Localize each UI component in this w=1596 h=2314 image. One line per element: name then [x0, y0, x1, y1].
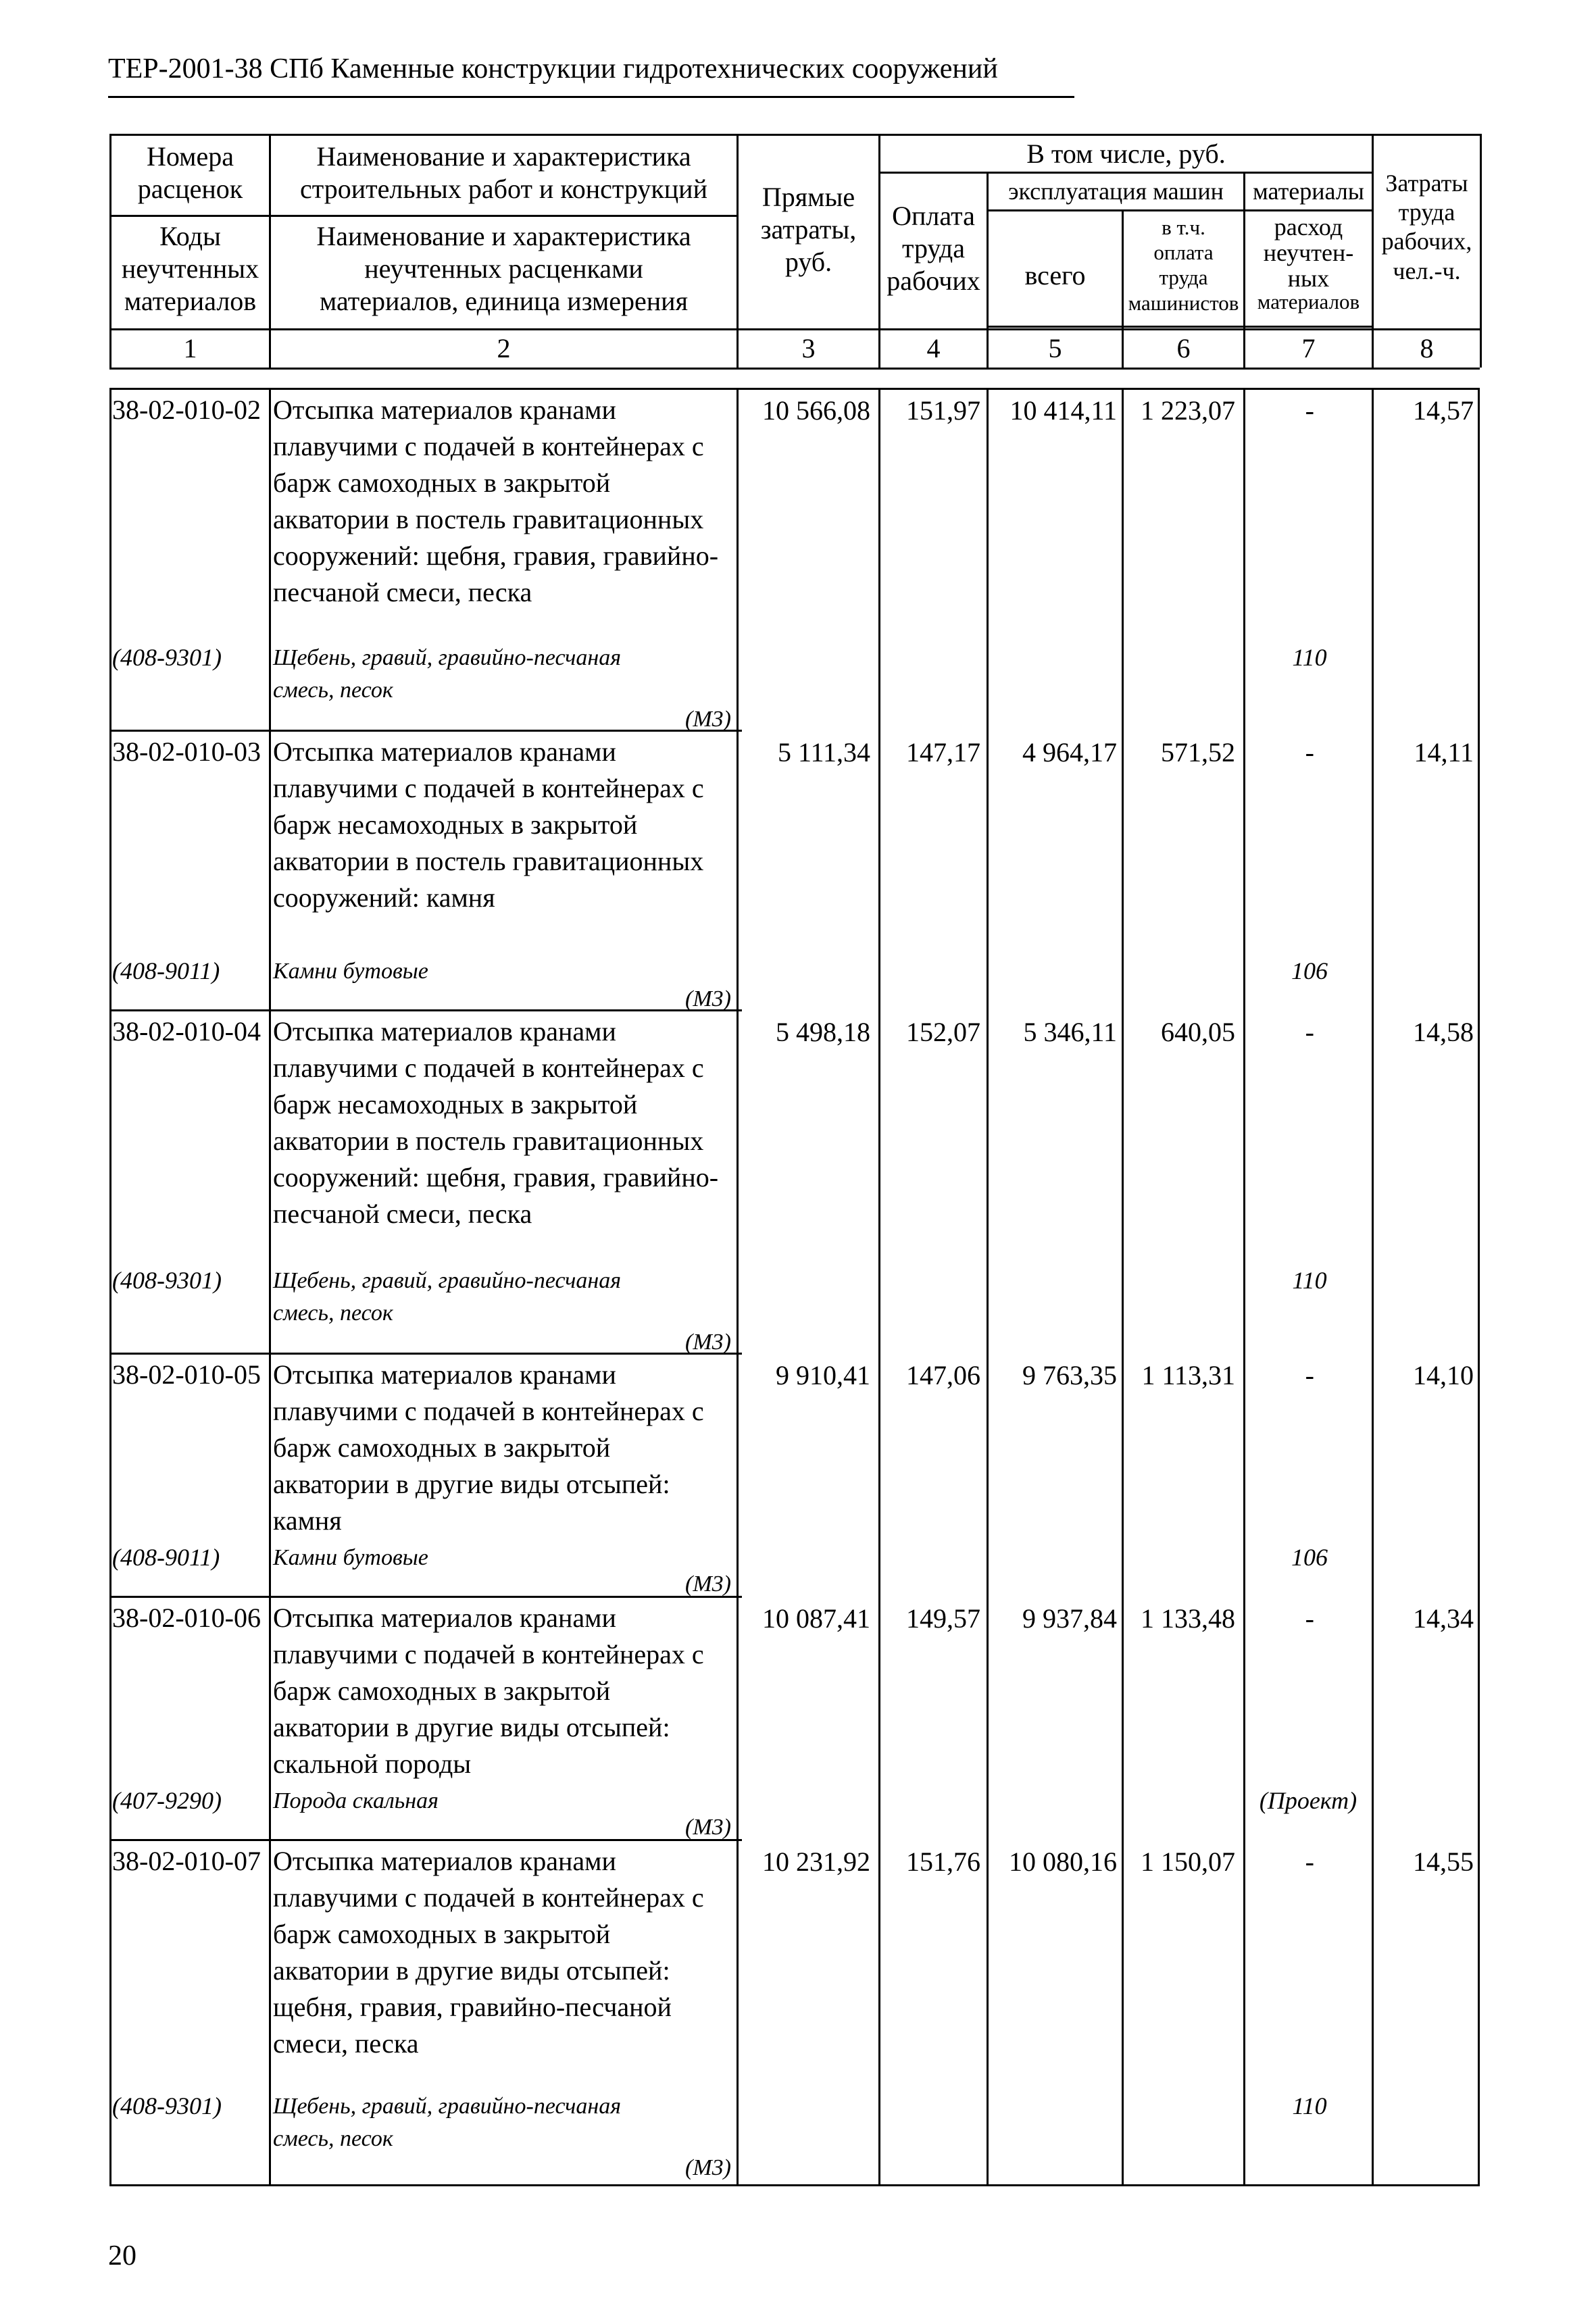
work-name-line: сооружений: щебня, гравия, гравийно- — [273, 540, 719, 571]
material-unit: (М3) — [685, 1571, 731, 1596]
work-name-line: сооружений: камня — [273, 882, 495, 913]
body-vl-6 — [1243, 388, 1245, 2186]
labor-hours: 14,58 — [1413, 1017, 1474, 1047]
head-c8-l2: труда — [1398, 199, 1455, 226]
machines-total: 4 964,17 — [1022, 737, 1117, 768]
materials-cost: - — [1305, 1603, 1314, 1634]
material-code: (408-9301) — [112, 644, 222, 671]
machines-total: 10 080,16 — [1009, 1846, 1117, 1877]
head-line-top — [109, 134, 1372, 136]
machinists-pay: 1 223,07 — [1141, 395, 1235, 426]
direct-cost: 5 498,18 — [776, 1017, 870, 1047]
head-line-numbers — [109, 368, 1480, 370]
work-name-line: акватории в другие виды отсыпей: — [273, 1712, 670, 1742]
material-code: (408-9011) — [112, 957, 220, 984]
machinists-pay: 1 133,48 — [1141, 1603, 1235, 1634]
work-name-line: барж самоходных в закрытой — [273, 468, 611, 498]
material-unit: (М3) — [685, 1330, 731, 1355]
head-c7-l2: неучтен- — [1263, 238, 1354, 266]
work-name-line: плавучими с подачей в контейнерах с — [273, 431, 704, 461]
work-name-line: скальной породы — [273, 1749, 472, 1779]
labor-hours: 14,57 — [1413, 395, 1474, 426]
materials-cost: - — [1305, 1017, 1314, 1047]
head-c1-bot-l3: материалов — [124, 286, 257, 316]
colnum-8: 8 — [1420, 333, 1434, 363]
work-name — [273, 1843, 704, 2062]
material-name-line: смесь, песок — [273, 1301, 393, 1326]
machines-total: 10 414,11 — [1009, 395, 1117, 426]
page-number: 20 — [108, 2240, 136, 2271]
machinists-pay: 1 150,07 — [1141, 1846, 1235, 1877]
head-c3 — [739, 181, 878, 278]
material-name-line: Щебень, гравий, гравийно-песчаная — [273, 1268, 622, 1293]
head-vl-8 — [1480, 134, 1482, 368]
material-unit: (М3) — [685, 707, 731, 732]
material-name-line: смесь, песок — [273, 2126, 393, 2151]
material-name — [273, 955, 705, 988]
material-name — [273, 1542, 705, 1574]
colnum-3: 3 — [801, 333, 816, 363]
colnum-1: 1 — [183, 333, 197, 363]
labor-pay: 152,07 — [906, 1017, 980, 1047]
direct-cost: 9 910,41 — [776, 1360, 870, 1390]
head-c8-l3: рабочих, — [1381, 228, 1472, 255]
material-qty: 110 — [1292, 2092, 1327, 2119]
labor-hours: 14,10 — [1413, 1360, 1474, 1390]
work-name-line: песчаной смеси, песка — [273, 577, 532, 607]
head-c7-l4: материалов — [1257, 290, 1360, 314]
material-code: (407-9290) — [112, 1787, 222, 1814]
material-name-line: Порода скальная — [273, 1788, 439, 1813]
head-c7-l1: расход — [1274, 213, 1343, 241]
direct-cost: 10 566,08 — [762, 395, 870, 426]
work-name-line: акватории в постель гравитационных — [273, 1126, 704, 1156]
colnum-5: 5 — [1048, 333, 1062, 363]
body-vl-4 — [987, 388, 989, 2186]
material-qty: 110 — [1292, 644, 1327, 671]
head-c4 — [880, 200, 987, 297]
body-vl-5 — [1122, 388, 1124, 2186]
material-name-line: смесь, песок — [273, 678, 393, 703]
material-qty: 106 — [1291, 1544, 1328, 1571]
head-c3-l1: Прямые — [762, 182, 855, 212]
head-c2-bot — [271, 220, 737, 318]
work-name-line: Отсыпка материалов кранами — [273, 1359, 616, 1390]
labor-pay: 151,76 — [906, 1846, 980, 1877]
head-c8-l1: Затраты — [1385, 170, 1468, 197]
rate-code: 38-02-010-07 — [112, 1846, 261, 1876]
direct-cost: 5 111,34 — [777, 737, 870, 768]
head-c1-top-l2: расценок — [137, 174, 243, 204]
body-vl-1 — [269, 388, 271, 2186]
material-unit: (М3) — [685, 1815, 731, 1840]
head-c6-l1: в т.ч. — [1162, 216, 1205, 239]
work-name-line: Отсыпка материалов кранами — [273, 1846, 616, 1876]
material-qty: 110 — [1292, 1267, 1327, 1294]
head-line-incl — [878, 172, 1372, 174]
direct-cost: 10 231,92 — [762, 1846, 870, 1877]
work-name-line: барж несамоходных в закрытой — [273, 809, 638, 840]
head-c4-l3: рабочих — [887, 266, 980, 296]
materials-cost: - — [1305, 395, 1314, 426]
material-unit: (М3) — [685, 986, 731, 1011]
work-name — [273, 734, 704, 916]
work-name — [273, 392, 718, 611]
work-name-line: щебня, гравия, гравийно-песчаной — [273, 1992, 672, 2022]
head-c4-l2: труда — [901, 233, 966, 263]
work-name-line: Отсыпка материалов кранами — [273, 1016, 616, 1047]
head-c2-bot-l2: неучтенных расценками — [364, 253, 643, 284]
material-code: (408-9011) — [112, 1544, 220, 1571]
materials-cost: - — [1305, 737, 1314, 768]
material-name — [273, 1265, 705, 1330]
head-c2-top-l1: Наименование и характеристика — [316, 141, 691, 172]
head-c1-bot — [111, 220, 269, 318]
labor-pay: 151,97 — [906, 395, 980, 426]
work-name-line: акватории в другие виды отсыпей: — [273, 1469, 670, 1499]
head-c8-l4: чел.-ч. — [1393, 257, 1461, 284]
work-name-line: Отсыпка материалов кранами — [273, 736, 616, 767]
material-code: (408-9301) — [112, 1267, 222, 1294]
head-line-machines — [987, 209, 1372, 211]
head-line-bottom — [109, 328, 1480, 330]
head-c4-l1: Оплата — [892, 201, 975, 231]
work-name-line: акватории в постель гравитационных — [273, 504, 704, 534]
head-line-sub-bottom — [987, 326, 1372, 328]
material-name-line: Камни бутовые — [273, 1545, 428, 1570]
work-name-line: Отсыпка материалов кранами — [273, 1603, 616, 1633]
machinists-pay: 1 113,31 — [1141, 1360, 1235, 1390]
rate-code: 38-02-010-02 — [112, 395, 261, 425]
head-c2-bot-l3: материалов, единица измерения — [320, 286, 688, 316]
head-line-mid — [109, 215, 737, 217]
head-line-top-c8 — [1372, 134, 1480, 136]
head-c7-l3: ных — [1287, 264, 1330, 292]
head-materials: материалы — [1252, 178, 1364, 205]
head-c1-bot-l1: Коды — [159, 221, 221, 251]
labor-pay: 147,06 — [906, 1360, 980, 1390]
rate-code: 38-02-010-06 — [112, 1603, 261, 1633]
rate-code: 38-02-010-04 — [112, 1016, 261, 1047]
material-name-line: Щебень, гравий, гравийно-песчаная — [273, 645, 622, 670]
colnum-7: 7 — [1301, 333, 1316, 363]
head-c1-bot-l2: неучтенных — [121, 253, 259, 284]
head-c1-top — [111, 141, 269, 205]
material-name — [273, 2090, 705, 2155]
header-rule — [108, 96, 1074, 98]
labor-pay: 149,57 — [906, 1603, 980, 1634]
work-name-line: плавучими с подачей в контейнерах с — [273, 1396, 704, 1426]
head-c3-l3: руб. — [784, 247, 832, 277]
work-name-line: смеси, песка — [273, 2028, 419, 2059]
work-name-line: барж несамоходных в закрытой — [273, 1089, 638, 1120]
head-c6-l3: труда — [1159, 266, 1208, 290]
material-name — [273, 1785, 705, 1817]
labor-hours: 14,55 — [1413, 1846, 1474, 1877]
work-name — [273, 1013, 718, 1232]
head-c6-l4: машинистов — [1128, 291, 1239, 315]
head-c2-bot-l1: Наименование и характеристика — [316, 221, 691, 251]
material-unit: (М3) — [685, 2155, 731, 2180]
material-name — [273, 642, 705, 707]
rate-code: 38-02-010-05 — [112, 1359, 261, 1390]
work-name-line: песчаной смеси, песка — [273, 1199, 532, 1229]
machinists-pay: 640,05 — [1161, 1017, 1235, 1047]
colnum-6: 6 — [1176, 333, 1191, 363]
work-name — [273, 1357, 704, 1539]
head-c5: всего — [1024, 260, 1086, 291]
work-name-line: барж самоходных в закрытой — [273, 1919, 611, 1949]
machinists-pay: 571,52 — [1161, 737, 1235, 768]
materials-cost: - — [1305, 1360, 1314, 1390]
head-c2-top-l2: строительных работ и конструкций — [300, 174, 707, 204]
work-name-line: барж самоходных в закрытой — [273, 1676, 611, 1706]
work-name-line: барж самоходных в закрытой — [273, 1432, 611, 1463]
colnum-2: 2 — [497, 333, 511, 363]
machines-total: 5 346,11 — [1023, 1017, 1117, 1047]
material-qty: 106 — [1291, 957, 1328, 984]
head-c2-top — [271, 141, 737, 205]
work-name-line: плавучими с подачей в контейнерах с — [273, 773, 704, 803]
material-name-line: Щебень, гравий, гравийно-песчаная — [273, 2094, 622, 2119]
labor-hours: 14,11 — [1414, 737, 1474, 768]
colnum-4: 4 — [926, 333, 941, 363]
work-name-line: плавучими с подачей в контейнерах с — [273, 1882, 704, 1913]
direct-cost: 10 087,41 — [762, 1603, 870, 1634]
page-header: ТЕР-2001-38 СПб Каменные конструкции гидротехнических сооружений — [108, 53, 998, 84]
material-qty: (Проект) — [1259, 1787, 1357, 1814]
work-name-line: плавучими с подачей в контейнерах с — [273, 1639, 704, 1669]
work-name-line: плавучими с подачей в контейнерах с — [273, 1053, 704, 1083]
labor-hours: 14,34 — [1413, 1603, 1474, 1634]
work-name-line: камня — [273, 1505, 342, 1536]
rate-code: 38-02-010-03 — [112, 736, 261, 767]
machines-total: 9 763,35 — [1022, 1360, 1117, 1390]
machines-total: 9 937,84 — [1022, 1603, 1117, 1634]
work-name-line: акватории в другие виды отсыпей: — [273, 1955, 670, 1986]
material-code: (408-9301) — [112, 2092, 222, 2119]
head-c3-l2: затраты, — [760, 214, 857, 245]
head-c1-top-l1: Номера — [147, 141, 234, 172]
labor-pay: 147,17 — [906, 737, 980, 768]
head-c6-l2: оплата — [1153, 241, 1214, 265]
work-name-line: сооружений: щебня, гравия, гравийно- — [273, 1162, 719, 1192]
work-name-line: Отсыпка материалов кранами — [273, 395, 616, 425]
material-name-line: Камни бутовые — [273, 959, 428, 984]
body-vl-2 — [737, 388, 739, 2186]
work-name-line: акватории в постель гравитационных — [273, 846, 704, 876]
materials-cost: - — [1305, 1846, 1314, 1877]
work-name — [273, 1600, 704, 1782]
head-incl: В том числе, руб. — [1026, 139, 1226, 169]
head-c7 — [1245, 215, 1372, 313]
body-vl-3 — [878, 388, 880, 2186]
head-c8 — [1374, 169, 1480, 286]
head-c6 — [1124, 215, 1243, 316]
body-vl-7 — [1372, 388, 1374, 2186]
head-machines: эксплуатация машин — [1008, 178, 1224, 205]
